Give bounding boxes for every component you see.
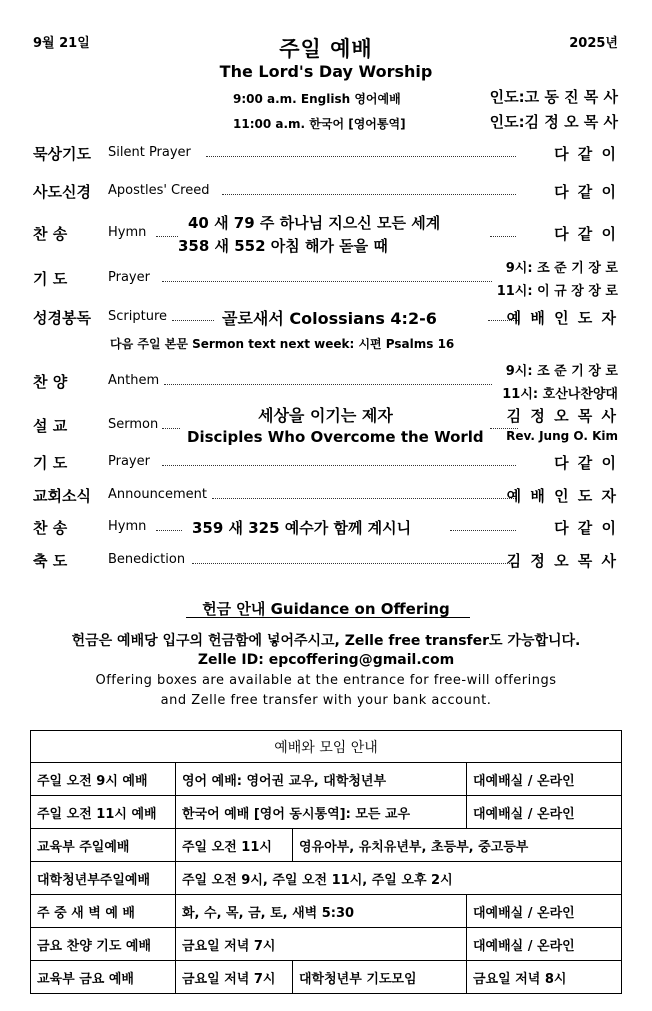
order-prayer2-leader: 다 같 이 <box>554 454 618 472</box>
order-hymn1-en: Hymn <box>108 225 147 240</box>
order-scripture-ko: 성경봉독 <box>33 309 91 327</box>
schedule-desc: 대학청년부 기도모임 <box>293 961 467 994</box>
schedule-heading: 예배와 모임 안내 <box>31 731 622 763</box>
order-announcement-ko: 교회소식 <box>33 487 91 505</box>
schedule-desc: 영유아부, 유치유년부, 초등부, 중고등부 <box>293 829 622 862</box>
schedule-label: 금요 찬양 기도 예배 <box>31 928 176 961</box>
order-prayer1-leader-9am: 9시: 조 준 기 장 로 <box>505 261 618 276</box>
page-title-korean: 주일 예배 <box>279 37 373 61</box>
table-row <box>31 763 622 796</box>
order-prayer1-ko: 기 도 <box>33 270 68 288</box>
order-announcement-leader: 예 배 인 도 자 <box>506 487 618 505</box>
schedule-label: 주 중 새 벽 예 배 <box>31 895 176 928</box>
order-sermon-leader: 김 정 오 목 사 <box>506 407 618 425</box>
order-hymn2-leader: 다 같 이 <box>554 519 618 537</box>
table-row <box>31 961 622 994</box>
schedule-location: 대예배실 / 온라인 <box>467 796 622 829</box>
service-time-english: 9:00 a.m. English 영어예배 <box>233 92 401 106</box>
order-hymn1-leader: 다 같 이 <box>554 225 618 243</box>
schedule-desc: 금요일 저녁 7시 <box>176 928 467 961</box>
dotted-leader <box>162 465 516 466</box>
order-benediction-en: Benediction <box>108 552 186 567</box>
order-hymn1-line2: 358 새 552 아침 해가 돋을 때 <box>178 237 388 255</box>
order-silent-prayer-ko: 묵상기도 <box>33 145 91 163</box>
service-date: 9월 21일 <box>33 36 90 51</box>
offering-zelle-id: Zelle ID: epcoffering@gmail.com <box>197 652 455 668</box>
schedule-time: 주일 오전 11시 <box>176 829 293 862</box>
worship-schedule-table <box>30 730 622 994</box>
offering-heading: 헌금 안내 Guidance on Offering <box>202 600 450 618</box>
order-hymn1-ko: 찬 송 <box>33 225 68 243</box>
table-row <box>31 928 622 961</box>
schedule-label: 대학청년부주일예배 <box>31 862 176 895</box>
page-title-english: The Lord's Day Worship <box>219 62 433 81</box>
table-row <box>31 862 622 895</box>
order-creed-en: Apostles' Creed <box>108 183 210 198</box>
order-sermon-en: Sermon <box>108 417 159 432</box>
order-hymn2-en: Hymn <box>108 519 147 534</box>
order-scripture-leader: 예 배 인 도 자 <box>506 309 618 327</box>
table-row <box>31 829 622 862</box>
order-silent-prayer-en: Silent Prayer <box>108 145 191 160</box>
table-row <box>31 796 622 829</box>
schedule-desc: 영어 예배: 영어권 교우, 대학청년부 <box>176 763 467 796</box>
sermon-title-korean: 세상을 이기는 제자 <box>258 406 393 425</box>
offering-line-english-1: Offering boxes are available at the entrance for free-will offerings <box>95 673 557 688</box>
schedule-label: 주일 오전 11시 예배 <box>31 796 176 829</box>
dotted-leader <box>156 530 182 531</box>
schedule-label: 교육부 금요 예배 <box>31 961 176 994</box>
dotted-leader <box>164 384 492 385</box>
order-hymn1-line1: 40 새 79 주 하나님 지으신 모든 세계 <box>188 214 441 232</box>
dotted-leader <box>162 281 492 282</box>
order-hymn2-ko: 찬 송 <box>33 519 68 537</box>
schedule-label: 교육부 주일예배 <box>31 829 176 862</box>
order-sermon-leader-en: Rev. Jung O. Kim <box>506 429 618 443</box>
offering-heading-underline <box>186 617 470 618</box>
order-hymn2-text: 359 새 325 예수가 함께 계시니 <box>192 519 412 537</box>
dotted-leader <box>192 563 516 564</box>
order-anthem-ko: 찬 양 <box>33 373 68 391</box>
order-benediction-leader: 김 정 오 목 사 <box>506 552 618 570</box>
dotted-leader <box>222 194 516 195</box>
dotted-leader <box>156 236 178 237</box>
order-scripture-text: 골로새서 Colossians 4:2-6 <box>222 309 437 328</box>
dotted-leader <box>206 156 516 157</box>
schedule-location: 대예배실 / 온라인 <box>467 763 622 796</box>
order-silent-prayer-leader: 다 같 이 <box>554 145 618 163</box>
order-prayer1-leader-11am: 11시: 이 규 장 장 로 <box>496 284 618 299</box>
order-anthem-leader-11am: 11시: 호산나찬양대 <box>502 387 618 402</box>
offering-line-english-2: and Zelle free transfer with your bank account. <box>160 693 492 708</box>
schedule-location: 대예배실 / 온라인 <box>467 928 622 961</box>
order-prayer2-en: Prayer <box>108 454 150 469</box>
order-creed-leader: 다 같 이 <box>554 183 618 201</box>
schedule-location: 금요일 저녁 8시 <box>467 961 622 994</box>
order-scripture-en: Scripture <box>108 309 168 324</box>
schedule-time: 금요일 저녁 7시 <box>176 961 293 994</box>
order-anthem-en: Anthem <box>108 373 160 388</box>
schedule-label: 주일 오전 9시 예배 <box>31 763 176 796</box>
table-row <box>31 731 622 763</box>
order-sermon-ko: 설 교 <box>33 417 68 435</box>
schedule-location: 대예배실 / 온라인 <box>467 895 622 928</box>
service-time-korean: 11:00 a.m. 한국어 [영어통역] <box>233 117 406 131</box>
dotted-leader <box>212 498 516 499</box>
dotted-leader <box>490 236 516 237</box>
schedule-desc: 한국어 예배 [영어 동시통역]: 모든 교우 <box>176 796 467 829</box>
service-leader-korean: 인도:김 정 오 목 사 <box>489 113 618 131</box>
order-anthem-leader-9am: 9시: 조 준 기 장 로 <box>505 364 618 379</box>
dotted-leader <box>172 320 214 321</box>
order-prayer1-en: Prayer <box>108 270 150 285</box>
dotted-leader <box>450 530 516 531</box>
order-prayer2-ko: 기 도 <box>33 454 68 472</box>
table-row <box>31 895 622 928</box>
schedule-desc: 주일 오전 9시, 주일 오전 11시, 주일 오후 2시 <box>176 862 622 895</box>
service-leader-english: 인도:고 동 진 목 사 <box>489 88 618 106</box>
order-creed-ko: 사도신경 <box>33 183 91 201</box>
order-benediction-ko: 축 도 <box>33 552 68 570</box>
sermon-title-english: Disciples Who Overcome the World <box>187 428 484 446</box>
next-week-sermon-text: 다음 주일 본문 Sermon text next week: 시편 Psalms 16 <box>110 337 455 351</box>
offering-line-korean: 헌금은 예배당 입구의 헌금함에 넣어주시고, Zelle free transfer도 가능합니다. <box>71 633 581 649</box>
service-year: 2025년 <box>569 36 618 51</box>
order-announcement-en: Announcement <box>108 487 207 502</box>
dotted-leader <box>162 428 180 429</box>
schedule-desc: 화, 수, 목, 금, 토, 새벽 5:30 <box>176 895 467 928</box>
